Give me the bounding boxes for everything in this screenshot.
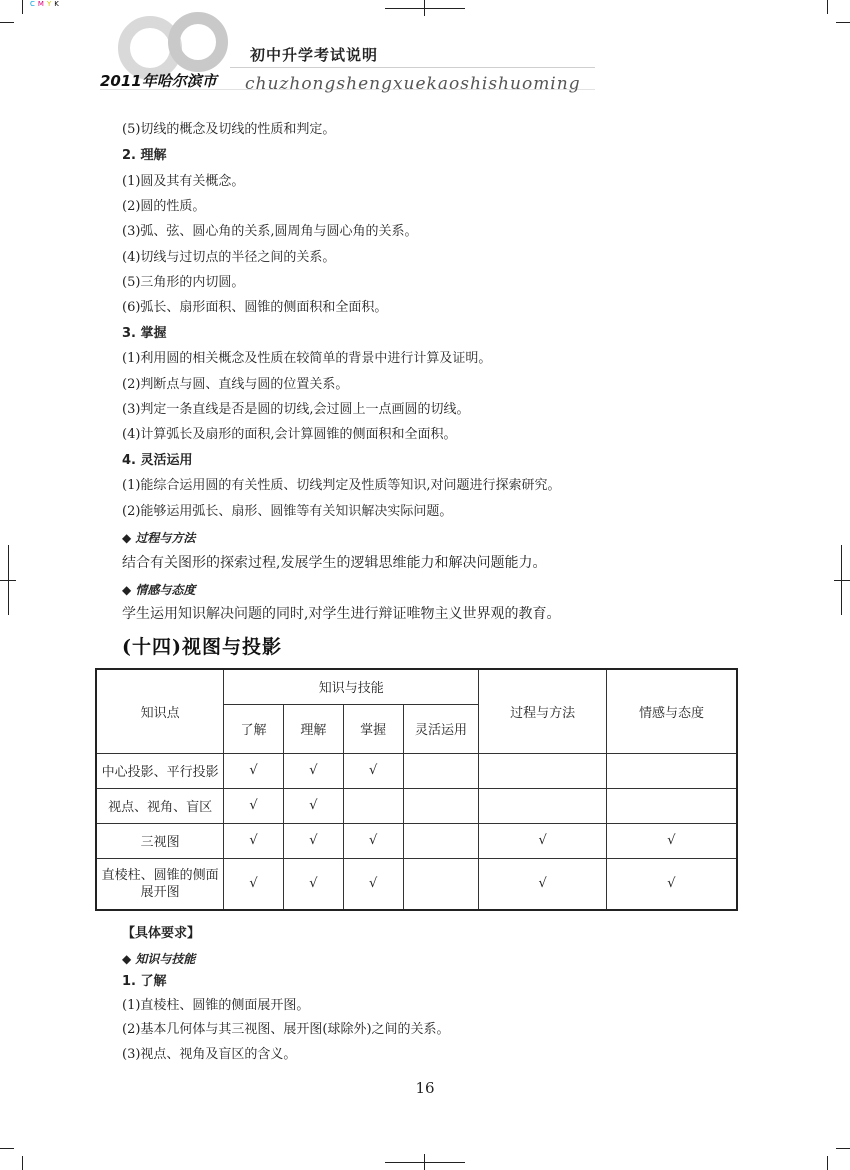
header-year-city: 2011年哈尔滨市 [100, 72, 217, 90]
subhead-process-method: ◆ 过程与方法 [122, 531, 196, 545]
text-line: (5)三角形的内切圆。 [122, 275, 245, 290]
cmyk-color-bar [30, 0, 62, 8]
heading-know: 1. 了解 [122, 974, 167, 989]
text-line: (3)视点、视角及盲区的含义。 [122, 1047, 297, 1062]
check-cell: √ [343, 753, 403, 788]
check-cell: √ [283, 788, 343, 823]
check-cell: √ [283, 823, 343, 858]
check-cell: √ [479, 823, 607, 858]
text-line: (2)能够运用弧长、扇形、圆锥等有关知识解决实际问题。 [122, 504, 453, 519]
text-line: (1)直棱柱、圆锥的侧面展开图。 [122, 998, 310, 1013]
check-cell: √ [606, 858, 737, 910]
text-line: (4)计算弧长及扇形的面积,会计算圆锥的侧面积和全面积。 [122, 427, 457, 442]
th-process-method: 过程与方法 [479, 669, 607, 753]
check-cell [403, 823, 479, 858]
text-line: (2)判断点与圆、直线与圆的位置关系。 [122, 377, 349, 392]
th-flexible: 灵活运用 [403, 704, 479, 753]
check-cell: √ [224, 823, 284, 858]
cmyk-c: C [30, 0, 36, 8]
table-row [96, 858, 737, 910]
header-book-title: 初中升学考试说明 [250, 46, 379, 64]
check-cell [479, 753, 607, 788]
check-cell [403, 858, 479, 910]
check-cell [403, 788, 479, 823]
row-name: 三视图 [96, 823, 224, 858]
text-line: 学生运用知识解决问题的同时,对学生进行辩证唯物主义世界观的教育。 [122, 606, 561, 622]
text-line: (5)切线的概念及切线的性质和判定。 [122, 122, 336, 137]
page-number: 16 [415, 1079, 435, 1097]
table-row [96, 788, 737, 823]
row-name: 中心投影、平行投影 [96, 753, 224, 788]
check-cell: √ [606, 823, 737, 858]
check-cell [606, 788, 737, 823]
check-cell [606, 753, 737, 788]
heading-understand: 2. 理解 [122, 148, 167, 163]
text-line: (3)弧、弦、圆心角的关系,圆周角与圆心角的关系。 [122, 224, 418, 239]
knowledge-table [95, 668, 738, 911]
text-line: 结合有关图形的探索过程,发展学生的逻辑思维能力和解决问题能力。 [122, 555, 547, 571]
check-cell: √ [283, 753, 343, 788]
heading-master: 3. 掌握 [122, 326, 167, 341]
table-row [96, 823, 737, 858]
row-name: 直棱柱、圆锥的侧面展开图 [96, 858, 224, 910]
text-line: (1)能综合运用圆的有关性质、切线判定及性质等知识,对问题进行探索研究。 [122, 478, 561, 493]
check-cell: √ [343, 858, 403, 910]
check-cell: √ [283, 858, 343, 910]
header-logo-ring-right [168, 12, 228, 72]
text-line: (1)圆及其有关概念。 [122, 174, 245, 189]
text-line: (2)基本几何体与其三视图、展开图(球除外)之间的关系。 [122, 1022, 450, 1037]
check-cell [403, 753, 479, 788]
heading-flexible-use: 4. 灵活运用 [122, 453, 193, 468]
subhead-emotion-attitude: ◆ 情感与态度 [122, 583, 196, 597]
table-row [96, 753, 737, 788]
check-cell [343, 788, 403, 823]
text-line: (2)圆的性质。 [122, 199, 206, 214]
check-cell: √ [224, 788, 284, 823]
th-understand: 理解 [283, 704, 343, 753]
section-title: (十四)视图与投影 [122, 636, 282, 658]
check-cell: √ [224, 858, 284, 910]
cmyk-m: M [37, 0, 45, 8]
cmyk-k: K [54, 0, 60, 8]
table-header-row [96, 669, 737, 704]
th-know: 了解 [224, 704, 284, 753]
check-cell: √ [343, 823, 403, 858]
text-line: (1)利用圆的相关概念及性质在较简单的背景中进行计算及证明。 [122, 351, 492, 366]
check-cell: √ [224, 753, 284, 788]
heading-specific-requirements: 【具体要求】 [122, 926, 201, 941]
cmyk-y: Y [46, 0, 53, 8]
text-line: (6)弧长、扇形面积、圆锥的侧面积和全面积。 [122, 300, 388, 315]
text-line: (4)切线与过切点的半径之间的关系。 [122, 250, 336, 265]
th-knowledge-point: 知识点 [96, 669, 224, 753]
th-knowledge-skill: 知识与技能 [224, 669, 479, 704]
check-cell [479, 788, 607, 823]
th-master: 掌握 [343, 704, 403, 753]
row-name: 视点、视角、盲区 [96, 788, 224, 823]
check-cell: √ [479, 858, 607, 910]
text-line: (3)判定一条直线是否是圆的切线,会过圆上一点画圆的切线。 [122, 402, 470, 417]
header-pinyin: chuzhongshengxuekaoshishuoming [245, 74, 581, 94]
subhead-knowledge-skill: ◆ 知识与技能 [122, 952, 196, 966]
header-rule [230, 67, 595, 68]
th-emotion-attitude: 情感与态度 [606, 669, 737, 753]
